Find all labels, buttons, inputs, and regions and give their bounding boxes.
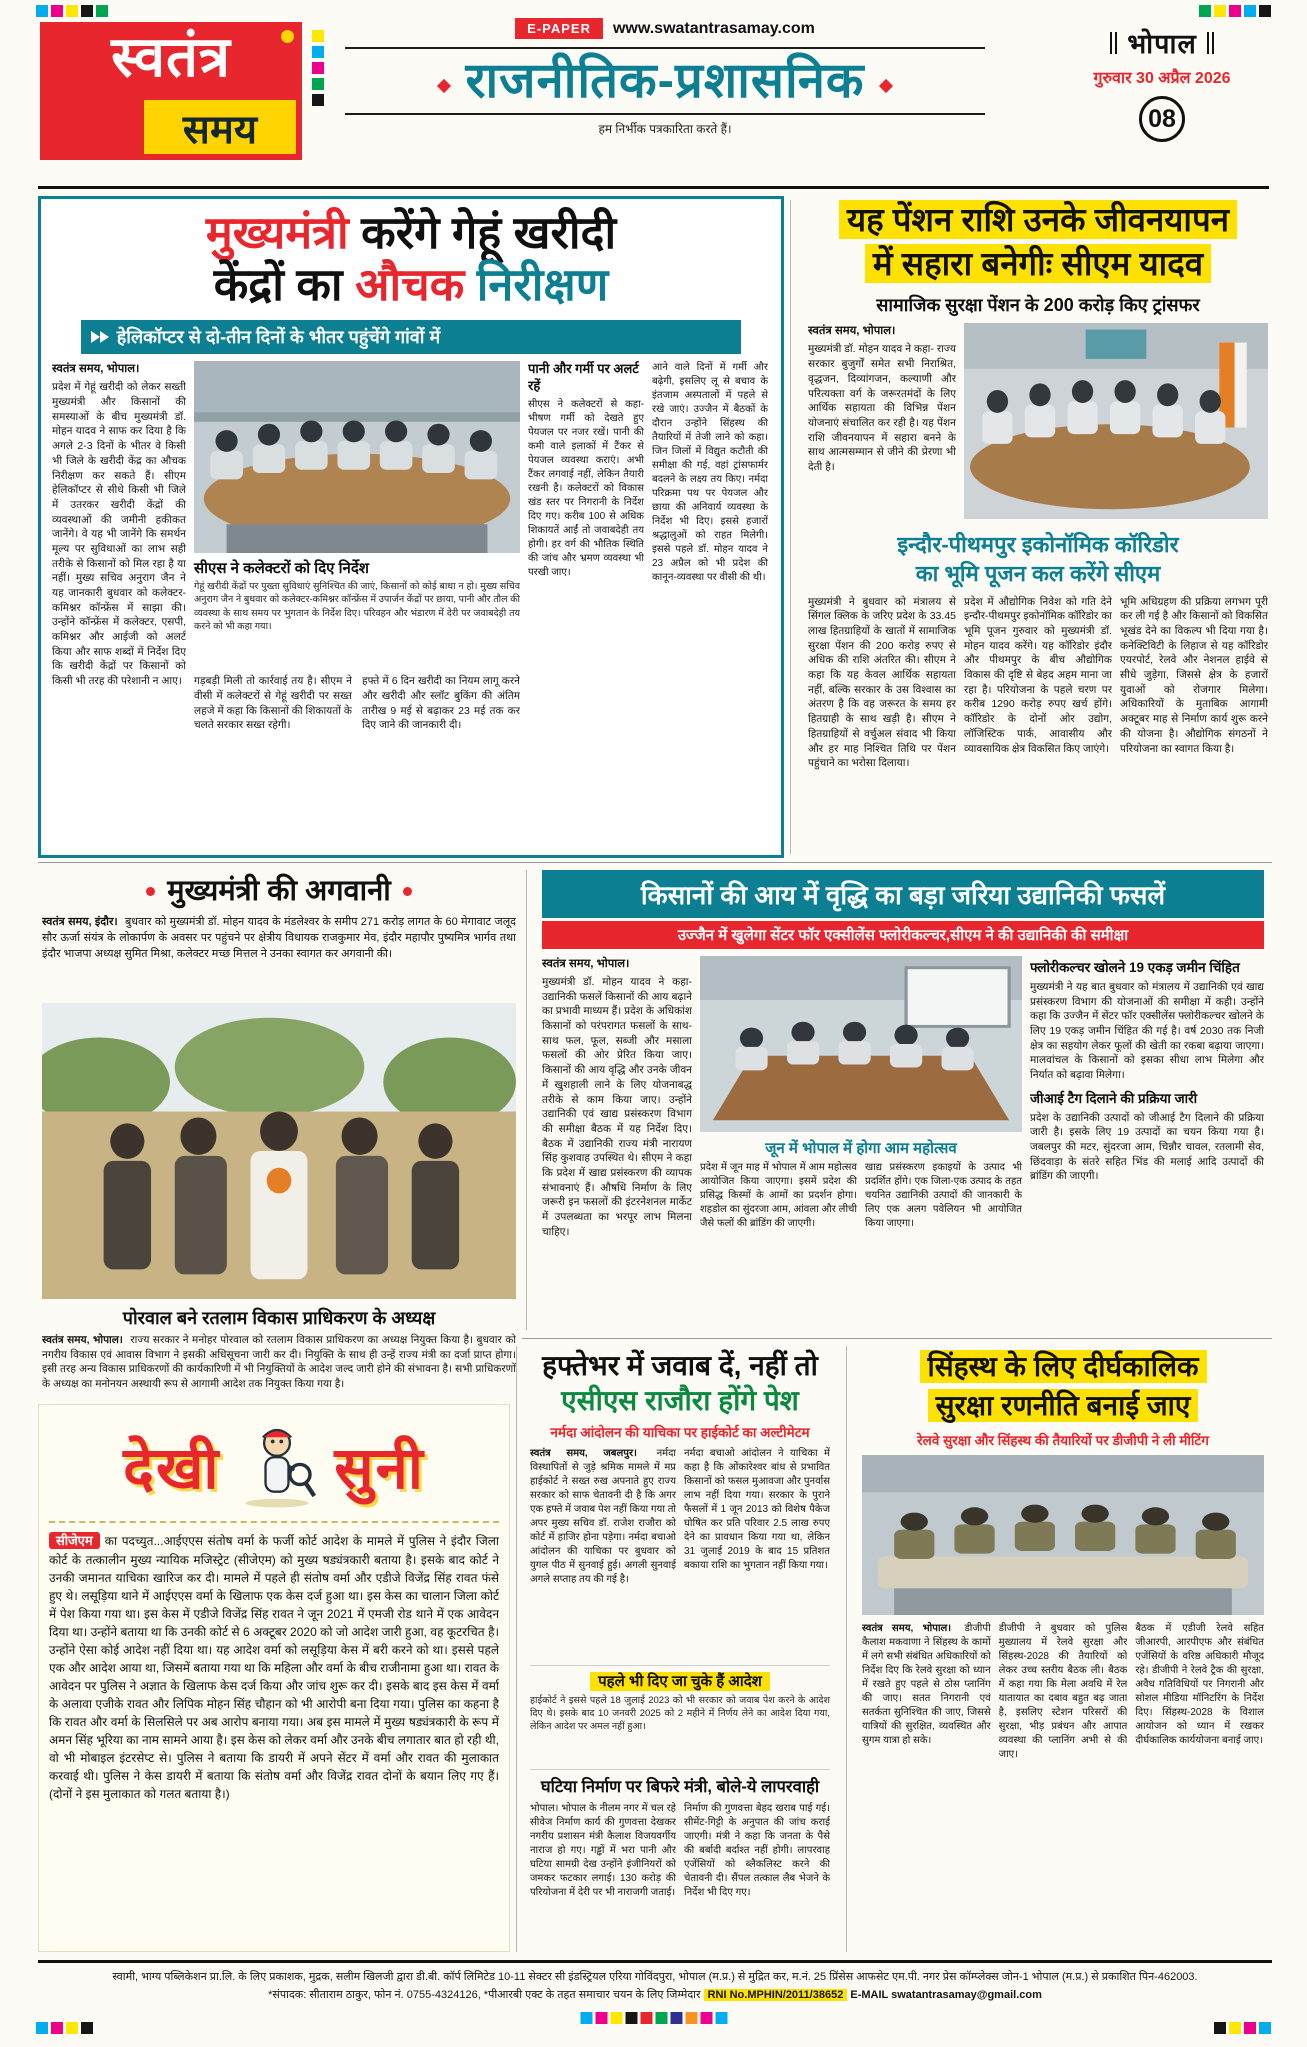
intro-text: बुधवार को मुख्यमंत्री डॉ. मोहन यादव के मंडलेश्वर के समीप 271 करोड़ लागत के 60 मेगावाट जलूद सौर ऊर्जा संयंत्र के लोकार्पण के अवसर पर पहुंचने पर क्षेत्रीय विधायक राजकुमार मेव, इंदौर महापौर पुष्यमित्र भार्गव तथा इंदौर भाजपा अध्यक्ष सुमित मिश्रा, कलेक्टर मच्छ मित्तल ने उनका स्वागत कर अगवानी की। <box>42 916 516 960</box>
sub-head: जून में भोपाल में होगा आम महोत्सव <box>765 1140 957 1157</box>
headline-part: निरीक्षण <box>464 259 609 311</box>
highlight-box <box>530 1665 830 1761</box>
headline-line: सुरक्षा रणनीति बनाई जाए <box>928 1389 1199 1422</box>
edition-bars-icon <box>1207 32 1214 54</box>
column-dekhi-suni <box>38 1404 510 1952</box>
body-text: बैठक में एडीजी रेलवे सहित जीआरपी, आरपीएफ और संबंधित एजेंसियों के वरिष्ठ अधिकारी मौजूद रहे। डीजीपी ने रेलवे ट्रैक की सुरक्षा, अवैध गतिविधियों पर निगरानी और सोशल मीडिया मॉनिटरिंग के निर्देश दिए। सिंहस्थ-2028 के विशाल आयोजन को ध्यान में रखकर दीर्घकालिक कार्ययोजना बनाई जाए। <box>1135 1623 1265 1747</box>
email-info: E-MAIL swatantrasamay@gmail.com <box>850 1988 1042 2001</box>
edition-bars-icon <box>1110 32 1117 54</box>
article-highcourt <box>522 1346 838 1952</box>
logo-line1: स्वतंत्र <box>111 25 231 88</box>
tagline: हम निर्भीक पत्रकारिता करते हैं। <box>598 121 732 136</box>
body-text: प्रदेश में औद्योगिक निवेश को गति देने इन्दौर-पीथमपुर इकोनॉमिक कॉरिडोर का भूमि पूजन गुरुवार को मुख्यमंत्री डॉ. मोहन यादव करेंगे। यह कॉरिडोर इंदौर और पीथमपुर के बीच औद्योगिक विकास की दृष्टि से बेहद अहम माना जा रहा है। परियोजना के पहले चरण पर करीब 1290 करोड़ रुपए खर्च होंगे। कॉरिडोर के दोनों ओर उद्योग, लॉजिस्टिक पार्क, आवासीय और व्यावसायिक क्षेत्र विकसित किए जाएंगे। <box>964 595 1112 755</box>
article-subhead: रेलवे सुरक्षा और सिंहस्थ की तैयारियों पर डीजीपी ने ली मीटिंग <box>917 1433 1209 1449</box>
rni-number: RNI No.MPHIN/2011/38652 <box>704 1989 848 2001</box>
headline-line: में सहारा बनेगीः सीएम यादव <box>865 244 1211 283</box>
body-text: हफ्ते में 6 दिन खरीदी का नियम लागू करने और खरीदी और स्लॉट बुकिंग की अंतिम तारीख 9 मई से बढ़ाकर 23 मई तक कर दिए जाने की जानकारी दी। <box>362 675 520 732</box>
article-pension <box>796 196 1272 858</box>
headline-line: हफ्तेभर में जवाब दें, नहीं तो <box>542 1350 818 1381</box>
article-headline <box>52 207 770 311</box>
body-text: प्रदेश में जून माह में भोपाल में आम महोत्सव आयोजित किया जाएगा। इसमें प्रदेश की प्रसिद्ध किस्मों के आमों का प्रदर्शन होगा। शहडोल का सुंदरजा आम, आंवला और लीची जैसे फलों की ब्रांडिंग की जाएगी। <box>700 1162 857 1229</box>
article-headline <box>42 870 516 909</box>
body-text: प्रदेश के उद्यानिकी उत्पादों को जीआई टैग दिलाने की प्रक्रिया जारी है। इसके लिए 19 उत्पादों का चयन किया गया है। जबलपुर की मटर, सुंदरजा आम, चिन्नौर चावल, रतलामी सेव, छिंदवाड़ा के संतरे सहित भिंड की मलाई आदि उत्पादों की ब्रांडिंग की जाएगी। <box>1030 1111 1264 1183</box>
sub-article-headline: घटिया निर्माण पर बिफरे मंत्री, बोले-ये लापरवाही <box>530 1769 830 1798</box>
byline: स्वतंत्र समय, भोपाल। <box>862 1623 952 1635</box>
body-text: मुख्यमंत्री डॉ. मोहन यादव ने कहा- उद्यानिकी फसलें किसानों की आय बढ़ाने का प्रभावी माध्यम हैं। प्रदेश के अधिकांश किसानों को परंपरागत फसलों के साथ-साथ फल, फूल, सब्जी और मसाला फसलों की ओर प्रेरित किया जाए। किसानों की आय वृद्धि और उनके जीवन में खुशहाली लाने के लिए योजनाबद्ध तरीके से काम किया जाए। उन्होंने उद्यानिकी एवं खाद्य प्रसंस्करण विभाग की समीक्षा बैठक में यह निर्देश दिए। बैठक में उद्यानिकी राज्य मंत्री नारायण सिंह कुशवाह उपस्थित थे। सीएम ने कहा कि प्रदेश में खाद्य प्रसंस्करण की व्यापक संभावनाएं हैं। औषधि निर्माण के लिए जरूरी इन फसलों की इंटरनेशनल मार्केट में उपलब्धता का भरपूर लाभ मिलना चाहिए। <box>542 976 692 1238</box>
column-divider <box>516 1346 517 1952</box>
masthead-center <box>345 18 985 137</box>
title-word: सुनी <box>334 1435 425 1501</box>
logo-dot-icon <box>281 30 294 43</box>
headline-text: मुख्यमंत्री की अगवानी <box>167 875 391 907</box>
body-text <box>42 915 516 999</box>
registration-marks-top-right <box>1199 5 1271 17</box>
section-divider <box>522 1338 1272 1339</box>
dgp-meeting-photo <box>862 1455 1264 1615</box>
body-text: भूमि अधिग्रहण की प्रक्रिया लगभग पूरी कर ली गई है और किसानों को विकसित भूखंड देने का विकल्प भी दिया गया है। कनेक्टिविटी के लिहाज से यह कॉरिडोर एयरपोर्ट, रेलवे और नेशनल हाईवे से सीधे जुड़ेगा, जिससे क्षेत्र के हजारों युवाओं को रोजगार मिलेगा। अधिकारियों के मुताबिक आगामी अक्टूबर माह से निर्माण कार्य शुरू करने की योजना है। औद्योगिक संगठनों ने परियोजना का स्वागत किया है। <box>1120 595 1268 755</box>
headline-part: मुख्यमंत्री <box>205 207 349 258</box>
article-headline <box>808 198 1268 286</box>
headline-line: इन्दौर-पीथमपुर इकोनॉमिक कॉरिडोर <box>897 532 1179 558</box>
column-divider <box>790 200 791 854</box>
body-text: नर्मदा बचाओ आंदोलन ने याचिका में कहा है कि ओंकारेश्वर बांध से प्रभावित किसानों को फसल मुआवजा और पुनर्वास लाभ नहीं दिया गया। सरकार के पुराने फैसलों में 1 जून 2013 को विशेष पैकेज घोषित कर प्रति परिवार 2.5 लाख रुपए देने का प्रावधान किया गया था, लेकिन 31 जुलाई 2019 के बाद 15 प्रतिशत बकाया राशि का भुगतान नहीं किया गया। <box>684 1448 830 1571</box>
byline: स्वतंत्र समय, जबलपुर। <box>530 1448 637 1459</box>
edition-name: भोपाल <box>1127 29 1197 59</box>
body-text <box>42 1333 516 1394</box>
column-title <box>49 1413 499 1517</box>
editor-info: *संपादक: सीताराम ठाकुर, फोन नं. 0755-4324126, *पीआरबी एक्ट के तहत समाचार चयन के लिए जिम्मेदार <box>268 1988 701 2001</box>
section-divider <box>38 862 1272 863</box>
byline: स्वतंत्र समय, भोपाल। <box>542 958 630 970</box>
body-text: सीएस ने कलेक्टरों से कहा- भीषण गर्मी को देखते हुए पेयजल पर नजर रखें। पानी की कमी वाले इलाकों में टैंकर से पेयजल व्यवस्था कराएं। अभी टैंकर लगवाई नहीं, लेकिन तैयारी रखनी है। कलेक्टरों को विकास खंड स्तर पर निगरानी के निर्देश दिए गए। करीब 100 से अधिक शिकायतें आईं तो जवाबदेही तय होगी। हर वर्ग की भौतिक स्थिति की जांच और भ्रमण व्यवस्था भी परखी जाए। <box>528 398 644 578</box>
sub-head: जीआई टैग दिलाने की प्रक्रिया जारी <box>1030 1090 1198 1106</box>
registration-marks-top-left <box>36 5 108 17</box>
sub-article-headline: पोरवाल बने रतलाम विकास प्राधिकरण के अध्यक्ष <box>122 1308 436 1328</box>
decor-dot-icon <box>403 887 412 896</box>
sub-head: पानी और गर्मी पर अलर्ट रहें <box>528 361 639 393</box>
logo-line2: समय <box>144 100 296 154</box>
meeting-photo <box>194 361 520 553</box>
column-divider <box>846 1346 847 1952</box>
column-text <box>49 1531 499 1929</box>
header-rule <box>38 186 1269 189</box>
decor-diamond-icon <box>437 79 451 93</box>
body-text <box>530 1447 676 1657</box>
masthead-right <box>1057 24 1267 142</box>
photo-caption-head: सीएस ने कलेक्टरों को दिए निर्देश <box>194 560 369 578</box>
article-banner-headline: किसानों की आय में वृद्धि का बड़ा जरिया उद्यानिकी फसलें <box>542 870 1264 918</box>
body-text <box>862 1622 991 1938</box>
article-headline <box>530 1348 830 1418</box>
article-wheat-inspection <box>38 196 784 858</box>
byline: स्वतंत्र समय, भोपाल। <box>52 363 140 376</box>
headline-line: एसीएस राजौरा होंगे पेश <box>561 1385 799 1416</box>
page-number: 08 <box>1139 96 1185 142</box>
headline-part: करेंगे गेहूं खरीदी <box>348 207 617 258</box>
article-sub-banner: उज्जैन में खुलेगा सेंटर फॉर एक्सीलेंस फ्लोरीकल्चर,सीएम ने की उद्यानिकी की समीक्षा <box>542 921 1264 949</box>
byline: स्वतंत्र समय, भोपाल। <box>42 1334 123 1346</box>
body-text: प्रदेश में गेहूं खरीदी को लेकर सख्ती मुख्यमंत्री और किसानों की समस्याओं के बीच मुख्यमंत्री डॉ. मोहन यादव ने साफ कर दिया है कि अगले 2-3 दिनों के भीतर वे किसी भी जिले के खरीदी केंद्र का औचक निरीक्षण कर सकते हैं। सीएम हेलिकॉप्टर से सीधे किसी भी जिले में उतरकर खरीदी केंद्रों की व्यवस्थाओं की जमीनी हकीकत जानेंगे। वे यह भी जानेंगे कि समर्थन मूल्य पर सुविधाओं का लाभ सही तरीके से किसानों को मिल रहा है या नहीं। मुख्य सचिव अनुराग जैन ने यह जानकारी बुधवार को कलेक्टर-कमिश्नर कॉन्फ्रेंस में साझा की। उन्होंने कॉन्फ्रेंस में कलेक्टर, एसपी, कमिश्नर और आईजी को अलर्ट किया और साफ शब्दों में निर्देश दिए कि खरीदी केंद्रों पर किसानों को किसी भी तरह की परेशानी न आए। <box>52 381 186 688</box>
sub-article-headline <box>808 531 1268 588</box>
body-text: मुख्यमंत्री ने बुधवार को मंत्रालय से सिंगल क्लिक के जरिए प्रदेश के 33.45 लाख हितग्राहियों के खातों में सामाजिक सुरक्षा पेंशन की 200 करोड़ रुपए से अधिक की राशि अंतरित की। सीएम ने कहा कि यह केवल आर्थिक सहायता नहीं, बल्कि सरकार के उस विश्वास का अंतरण है कि वह जरूरत के समय हर हितग्राही के साथ खड़ी है। सीएम ने हितग्राहियों से वर्चुअल संवाद भी किया और हर माह निश्चित तिथि पर पेंशन पहुंचाने का भरोसा दिलाया। <box>808 595 956 770</box>
porwal-text: राज्य सरकार ने मनोहर पोरवाल को रतलाम विकास प्राधिकरण का अध्यक्ष नियुक्त किया है। बुधवार को नगरीय विकास एवं आवास विभाग ने इसकी अधिसूचना जारी कर दी। नियुक्ति के साथ ही उन्हें राज्य मंत्री का दर्जा प्राप्त होगा। इसी तरह अन्य विकास प्राधिकरणों की कार्यकारिणी में भी नियुक्तियों के आदेश जल्द जारी होने की संभावना है। सभी प्राधिकरणों के अध्यक्ष का मनोनयन अस्थायी रूप से आगामी आदेश तक नियुक्त किया गया है। <box>42 1334 516 1391</box>
article-simhastha <box>854 1346 1272 1952</box>
double-arrow-icon <box>91 327 109 348</box>
byline: स्वतंत्र समय, इंदौर। <box>42 916 118 928</box>
sub-head: फ्लोरीकल्चर खोलने 19 एकड़ जमीन चिंहित <box>1030 960 1240 975</box>
kicker-text: हेलिकॉप्टर से दो-तीन दिनों के भीतर पहुंचेंगे गांवों में <box>116 327 441 348</box>
headline-part: औचक <box>355 259 465 311</box>
body-text: निर्माण की गुणवत्ता बेहद खराब पाई गई। सीमेंट-गिट्टी के अनुपात की जांच कराई जाएगी। मंत्री ने कहा कि जनता के पैसे की बर्बादी बर्दाश्त नहीं होगी। लापरवाह एजेंसियों को ब्लैकलिस्ट करने की चेतावनी दी। सैंपल तत्काल लैब भेजने के निर्देश भी दिए गए। <box>684 1802 830 1898</box>
body-text: का पदच्युत...आईएएस संतोष वर्मा के फर्जी कोर्ट आदेश के मामले में पुलिस ने इंदौर जिला कोर्ट के तत्कालीन मुख्य न्यायिक मजिस्ट्रेट (सीजेएम) को मुख्य षड्यंत्रकारी बताया है। इसके बाद कोर्ट ने उनकी जमानत याचिका खारिज कर दी। मामले में पहले ही संतोष वर्मा और एडीजे विजेंद्र सिंह रावत फंसे हुए थे। लसूड़िया थाने में आईएएस वर्मा के खिलाफ एक केस दर्ज हुआ था। इस केस का चालान जिला कोर्ट में पेश किया गया था। इस केस में एडीजे विजेंद्र सिंह रावत ने जून 2021 में एमजी रोड थाने में एक आवेदन दिया था। उन्होंने बताया था कि उनकी कोर्ट से 6 अक्टूबर 2020 को जो आदेश जारी हुआ, वह कूटरचित है। उन्होंने ऐसा कोई आदेश नहीं दिया था। यह आदेश वर्मा को लसूड़िया केस में बरी करने को था। इससे पहले एक और आदेश आया था, जिसमें बताया गया था कि महिला और वर्मा के बीच राजीनामा हुआ था। रावत के आवेदन पर पुलिस ने अज्ञात के खिलाफ केस दर्ज किया और जांच शुरू कर दी। इसके बाद इस केस में वर्मा के अलावा एजीके रावत और लिपिक मोहन सिंह चौहान को भी आरोपी बना दिया गया। पुलिस का कहना है कि रावत और वर्मा के सिलसिले पर अब आरोप बनाया गया। अब इस मामले में मुख्य षड्यंत्रकारी के रूप में अमन सिंह भूरिया का नाम सामने आया है। इस केस को लेकर वर्मा और उनके बीच लगातार बात हो रही थी, वो भी मोबाइल इंटरसेप्ट से। पुलिस ने बताया कि डायरी में अपने सेंटर में वर्मा और रावत की मुलाकात करवाई थी। पुलिस ने केस डायरी में बताया कि संतोष वर्मा और विजेंद्र रावत दोनों के बयान लिए गए हैं। (दोनों ने इस मुलाकात को गलत बताया है।) <box>49 1534 499 1801</box>
meeting-photo <box>964 323 1268 519</box>
issue-date: गुरुवार 30 अप्रैल 2026 <box>1093 70 1231 87</box>
body-text: डीजीपी ने बुधवार को पुलिस मुख्यालय में रेलवे सुरक्षा और सिंहस्थ-2028 की तैयारियों को लेकर उच्च स्तरीय बैठक ली। बैठक में कहा गया कि मेला अवधि में रेल यातायात का दबाव बहुत बढ़ जाता है, इसलिए स्टेशन परिसरों की सुरक्षा, भीड़ प्रबंधन और आपात व्यवस्था की प्लानिंग अभी से की जाए। <box>998 1623 1128 1761</box>
byline: स्वतंत्र समय, भोपाल। <box>808 325 896 338</box>
column-text: नर्मदा विस्थापितों से जुड़े श्रमिक मामले में मप्र हाईकोर्ट ने सख्त रुख अपनाते हुए राज्य सरकार को साफ चेतावनी दी है कि अगर एक हफ्ते में जवाब पेश नहीं किया गया तो अपर मुख्य सचिव डॉ. राजेश राजौरा को कोर्ट में हाजिर होना पड़ेगा। नर्मदा बचाओ आंदोलन की याचिका पर बुधवार को युगल पीठ में सुनवाई हुई। अगली सुनवाई अगले सप्ताह तय की गई है। <box>530 1448 676 1585</box>
article-headline <box>862 1348 1264 1425</box>
newspaper-logo <box>40 22 302 160</box>
title-word: देखी <box>123 1435 221 1501</box>
imprint-footer <box>38 1960 1272 2004</box>
lead-label: सीजेएम <box>49 1532 100 1549</box>
website-link[interactable]: www.swatantrasamay.com <box>612 19 815 37</box>
registration-marks-bottom-left <box>36 2022 93 2034</box>
article-subhead: सामाजिक सुरक्षा पेंशन के 200 करोड़ किए ट्रांसफर <box>876 295 1200 316</box>
photo-caption: गेहूं खरीदी केंद्रों पर पुख्ता सुविधाएं सुनिश्चित की जाएं, किसानों को कोई बाधा न हो। मुख्य सचिव अनुराग जैन ने बुधवार को कलेक्टर-कमिश्नर कॉन्फ्रेंस में उपार्जन केंद्रों पर छाया, पानी और तौल की व्यवस्था के साथ समय पर भुगतान के निर्देश दिए। परिवहन और भंडारण में देरी पर जवाबदेही तय करने को भी कहा गया। <box>194 581 520 632</box>
welcome-photo <box>42 1003 516 1299</box>
headline-line: यह पेंशन राशि उनके जीवनयापन <box>839 200 1237 239</box>
body-text: मुख्यमंत्री ने यह बात बुधवार को मंत्रालय में उद्यानिकी एवं खाद्य प्रसंस्करण विभाग की योजनाओं की समीक्षा में कही। उन्होंने कहा कि उज्जैन में सेंटर फॉर एक्सीलेंस फ्लोरीकल्चर खोलने के लिए 19 एकड़ जमीन चिंहित की गई है। वर्ष 2030 तक निजी क्षेत्र का सहयोग लेकर फूलों की खेती का रकबा बढ़ाया जाएगा। मालवांचल के किसानों को इसका सीधा लाभ मिलेगा और निर्यात को बढ़ावा मिलेगा। <box>1030 980 1264 1081</box>
article-agwani <box>38 870 520 1394</box>
article-kicker <box>81 320 742 354</box>
review-meeting-photo <box>700 956 1022 1132</box>
body-text: गड़बड़ी मिली तो कार्रवाई तय है। सीएम ने वीसी में कलेक्टरों से गेहूं खरीदी पर सख्त लहजे में कहा कि किसानों की शिकायतों के चलते सरकार सख्त रहेगी। <box>194 675 352 732</box>
registration-marks-side <box>312 30 324 106</box>
decor-diamond-icon <box>878 79 892 93</box>
body-text: खाद्य प्रसंस्करण इकाइयों के उत्पाद भी प्रदर्शित होंगे। एक जिला-एक उत्पाद के तहत चयनित उद्यानिकी उत्पादों की जानकारी के लिए एक अलग पवेलियन भी आयोजित किया जाएगा। <box>865 1162 1022 1229</box>
registration-marks-bottom <box>580 2012 727 2024</box>
headline-line: सिंहस्थ के लिए दीर्घकालिक <box>920 1350 1207 1383</box>
imprint-line1: स्वामी, भाग्य पब्लिकेशन प्रा.लि. के लिए प्रकाशक, मुद्रक, सलीम खिलजी द्वारा डी.बी. कॉर्प लिमिटेड 10-11 सेक्टर सी इंडस्ट्रियल एरिया गोविंदपुरा, भोपाल (म.प्र.) से मुद्रित कर, म.नं. 25 प्रिंसेस आफसेट एम.पी. नगर प्रेस कॉम्प्लेक्स जोन-1 भोपाल (म.प्र.) से प्रकाशित पिन-462003. <box>112 1971 1198 1983</box>
body-text: आने वाले दिनों में गर्मी और बढ़ेगी, इसलिए लू से बचाव के इंतजाम अस्पतालों में पहले से रखे जाएं। उज्जैन में बैठकों के दौरान उन्होंने सिंहस्थ की तैयारियों में तेजी लाने को कहा। जिन जिलों में विद्युत कटौती की समीक्षा की गई, वहां ट्रांसफार्मर बदलने के लक्ष्य तय किए। नर्मदा परिक्रमा पथ पर पेयजल और छाया की अनिवार्य व्यवस्था के निर्देश भी दिए। इससे हजारों श्रद्धालुओं को राहत मिलेगी। इससे पहले डॉ. मोहन यादव ने 23 अप्रैल को भी प्रदेश की कानून-व्यवस्था पर वीसी की थी। <box>652 362 768 584</box>
box-head-text: पहले भी दिए जा चुके हैं आदेश <box>590 1672 770 1691</box>
cartoon-detective-icon <box>234 1417 320 1514</box>
body-text: मुख्यमंत्री डॉ. मोहन यादव ने कहा- राज्य सरकार बुजुर्गों समेत सभी निराश्रित, वृद्धजन, दिव्यांगजन, कल्याणी और परित्यक्ता वर्ग के जरूरतमंदों के लिए आर्थिक सहायता की विभिन्न पेंशन योजनाएं संचालित कर रही है। यह पेंशन राशि जीवनयापन में सहारा बनने के साथ आत्मसम्मान से जीने की प्रेरणा भी देती है। <box>808 343 956 473</box>
imprint-line2 <box>38 1987 1272 2005</box>
headline-part: केंद्रों का <box>213 259 356 311</box>
headline-line: का भूमि पूजन कल करेंगे सीएम <box>915 561 1161 587</box>
decor-dot-icon <box>146 887 155 896</box>
decor-rule <box>49 1521 499 1523</box>
box-head <box>530 1671 830 1691</box>
column-divider <box>526 870 527 1330</box>
box-text: हाईकोर्ट ने इससे पहले 18 जुलाई 2023 को भी सरकार को जवाब पेश करने के आदेश दिए थे। इसके बाद 10 जनवरी 2025 को 2 महीने में निर्णय लेने का आदेश दिया गया, लेकिन आदेश पर अमल नहीं हुआ। <box>530 1695 830 1733</box>
epaper-badge: E-PAPER <box>515 18 603 39</box>
article-subhead: नर्मदा आंदोलन की याचिका पर हाईकोर्ट का अल्टीमेटम <box>550 1425 810 1440</box>
column-text: डीजीपी कैलाश मकवाणा ने सिंहस्थ के कामों में लगे सभी संबंधित अधिकारियों को निर्देश दिए कि रेलवे सुरक्षा को ध्यान में रखते हुए पहले से ठोस प्लानिंग की जाए। सतत निगरानी एवं सतर्कता सुनिश्चित की जाए, जिससे यात्रियों की सुरक्षित, व्यवस्थित और सुगम यात्रा हो सके। <box>862 1623 991 1747</box>
registration-marks-bottom-right <box>1214 2022 1271 2034</box>
body-text: भोपाल। भोपाल के नीलम नगर में चल रहे सीवेज निर्माण कार्य की गुणवत्ता देखकर नगरीय प्रशासन मंत्री कैलाश विजयवर्गीय नाराज हो गए। गड्ढों में भरा पानी और घटिया सामग्री देख उन्होंने इंजीनियरों को जमकर फटकार लगाई। 130 करोड़ की परियोजना में देरी पर भी नाराजगी जताई। <box>530 1802 676 1898</box>
article-horticulture <box>534 866 1272 1332</box>
section-title: राजनीतिक-प्रशासनिक <box>465 54 865 108</box>
